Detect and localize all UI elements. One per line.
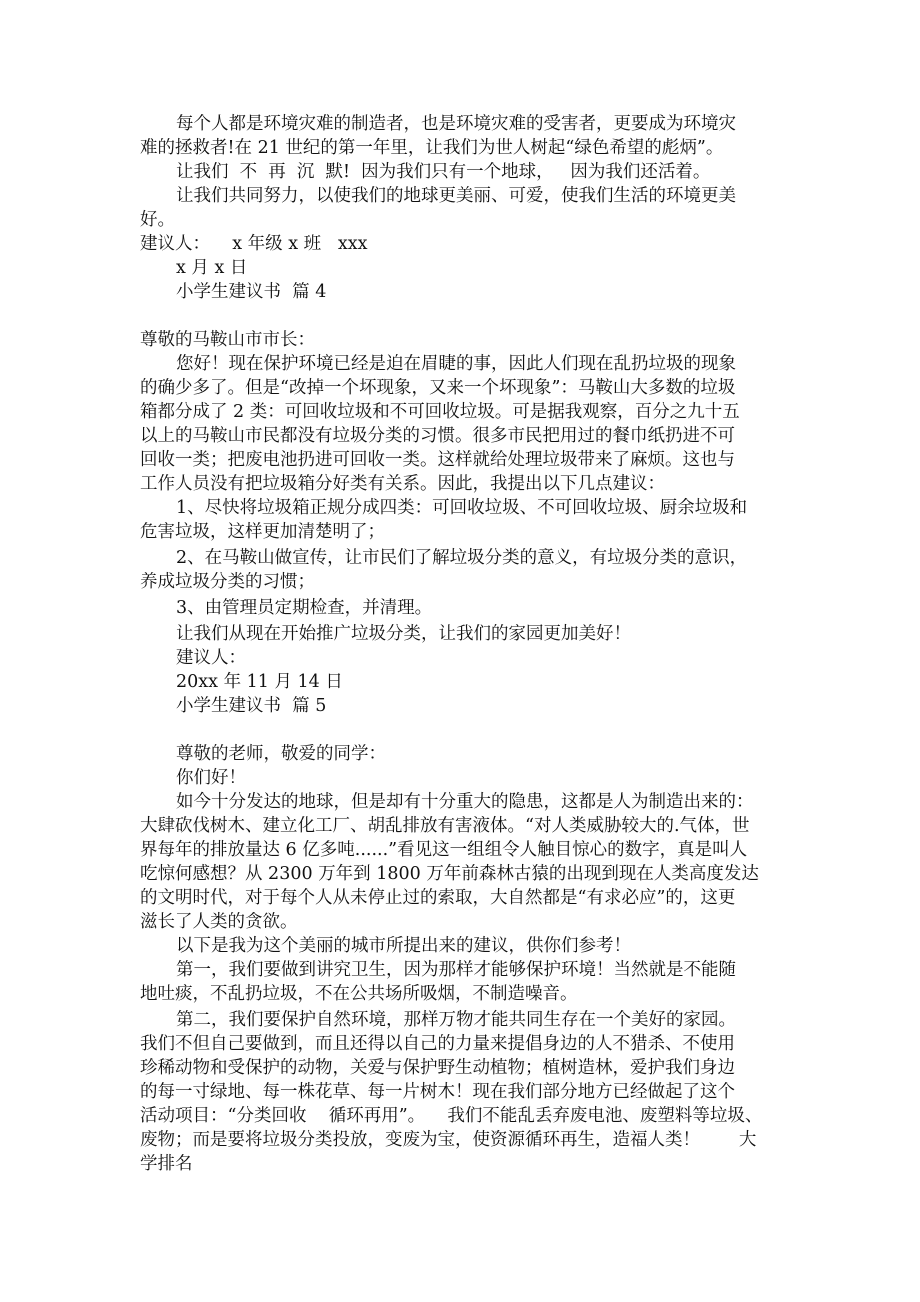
text-line: 地吐痰，不乱扔垃圾，不在公共场所吸烟，不制造噪音。 bbox=[140, 984, 578, 1004]
text-line: 让我们共同努力，以使我们的地球更美丽、可爱，使我们生活的环境更美 bbox=[176, 186, 736, 206]
text-line: 第一，我们要做到讲究卫生，因为那样才能够保护环境！当然就是不能随 bbox=[176, 960, 736, 980]
text-line: 以上的马鞍山市民都没有垃圾分类的习惯。很多市民把用过的餐巾纸扔进不可 bbox=[140, 426, 735, 446]
salutation: 尊敬的马鞍山市市长： bbox=[140, 330, 315, 350]
date-line: 20xx 年 11 月 14 日 bbox=[176, 672, 343, 692]
section-title: 小学生建议书 篇 5 bbox=[176, 696, 327, 716]
text-line: 养成垃圾分类的习惯； bbox=[140, 572, 315, 592]
date-line: x 月 x 日 bbox=[176, 258, 248, 278]
text-line: 吃惊何感想？从 2300 万年到 1800 万年前森林古猿的出现到现在人类高度发达 bbox=[140, 864, 759, 884]
text-line: 如今十分发达的地球，但是却有十分重大的隐患，这都是人为制造出来的： bbox=[176, 792, 754, 812]
suggestion-item: 1、尽快将垃圾箱正规分成四类：可回收垃圾、不可回收垃圾、厨余垃圾和 bbox=[176, 498, 748, 518]
text-line: 难的拯救者!在 21 世纪的第一年里，让我们为世人树起“绿色希望的彪炳”。 bbox=[140, 138, 724, 158]
text-line: 的文明时代，对于每个人从未停止过的索取，大自然都是“有求必应”的，这更 bbox=[140, 888, 736, 908]
section-title: 小学生建议书 篇 4 bbox=[176, 282, 327, 302]
text-line: 活动项目：“分类回收 循环再用”。 我们不能乱丢弃废电池、废塑料等垃圾、 bbox=[140, 1106, 763, 1126]
text-line: 废物；而是要将垃圾分类投放，变废为宝，使资源循环再生，造福人类！ 大 bbox=[140, 1130, 757, 1150]
text-line: 的每一寸绿地、每一株花草、每一片树木！现在我们部分地方已经做起了这个 bbox=[140, 1082, 735, 1102]
text-line: 回收一类；把废电池扔进可回收一类。这样就给处理垃圾带来了麻烦。这也与 bbox=[140, 450, 735, 470]
text-line: 学排名 bbox=[140, 1154, 193, 1174]
text-line: 危害垃圾，这样更加清楚明了； bbox=[140, 522, 385, 542]
text-line: 好。 bbox=[140, 210, 175, 230]
salutation: 尊敬的老师，敬爱的同学： bbox=[176, 744, 386, 764]
text-line: 让我们从现在开始推广垃圾分类，让我们的家园更加美好！ bbox=[176, 624, 631, 644]
text-line: 箱都分成了 2 类：可回收垃圾和不可回收垃圾。可是据我观察，百分之九十五 bbox=[140, 402, 740, 422]
text-line: 我们不但自己要做到，而且还得以自己的力量来提倡身边的人不猎杀、不使用 bbox=[140, 1034, 735, 1054]
suggestion-item: 2、在马鞍山做宣传，让市民们了解垃圾分类的意义，有垃圾分类的意识， bbox=[176, 548, 748, 568]
text-line: 珍稀动物和受保护的动物，关爱与保护野生动植物；植树造林，爱护我们身边 bbox=[140, 1058, 735, 1078]
text-line: 工作人员没有把垃圾箱分好类有关系。因此，我提出以下几点建议： bbox=[140, 474, 665, 494]
text-line: 界每年的排放量达 6 亿多吨......”看见这一组组令人触目惊心的数字，真是叫人 bbox=[140, 840, 748, 860]
signature-line: 建议人： bbox=[176, 648, 246, 668]
text-line: 您好！现在保护环境已经是迫在眉睫的事，因此人们现在乱扔垃圾的现象 bbox=[176, 354, 736, 374]
greeting: 你们好！ bbox=[176, 768, 246, 788]
text-line: 以下是我为这个美丽的城市所提出来的建议，供你们参考！ bbox=[176, 936, 631, 956]
text-line: 的确少多了。但是“改掉一个坏现象，又来一个坏现象”：马鞍山大多数的垃圾 bbox=[140, 378, 736, 398]
text-line: 每个人都是环境灾难的制造者，也是环境灾难的受害者，更要成为环境灾 bbox=[176, 114, 736, 134]
text-line: 大肆砍伐树木、建立化工厂、胡乱排放有害液体。“对人类威胁较大的.气体，世 bbox=[140, 816, 750, 836]
signature-line: 建议人： x 年级 x 班 xxx bbox=[140, 234, 368, 254]
text-line: 第二，我们要保护自然环境，那样万物才能共同生存在一个美好的家园。 bbox=[176, 1010, 736, 1030]
text-line: 让我们 不 再 沉 默! 因为我们只有一个地球， 因为我们还活着。 bbox=[176, 162, 711, 182]
text-line: 滋长了人类的贪欲。 bbox=[140, 912, 298, 932]
suggestion-item: 3、由管理员定期检查，并清理。 bbox=[176, 598, 433, 618]
